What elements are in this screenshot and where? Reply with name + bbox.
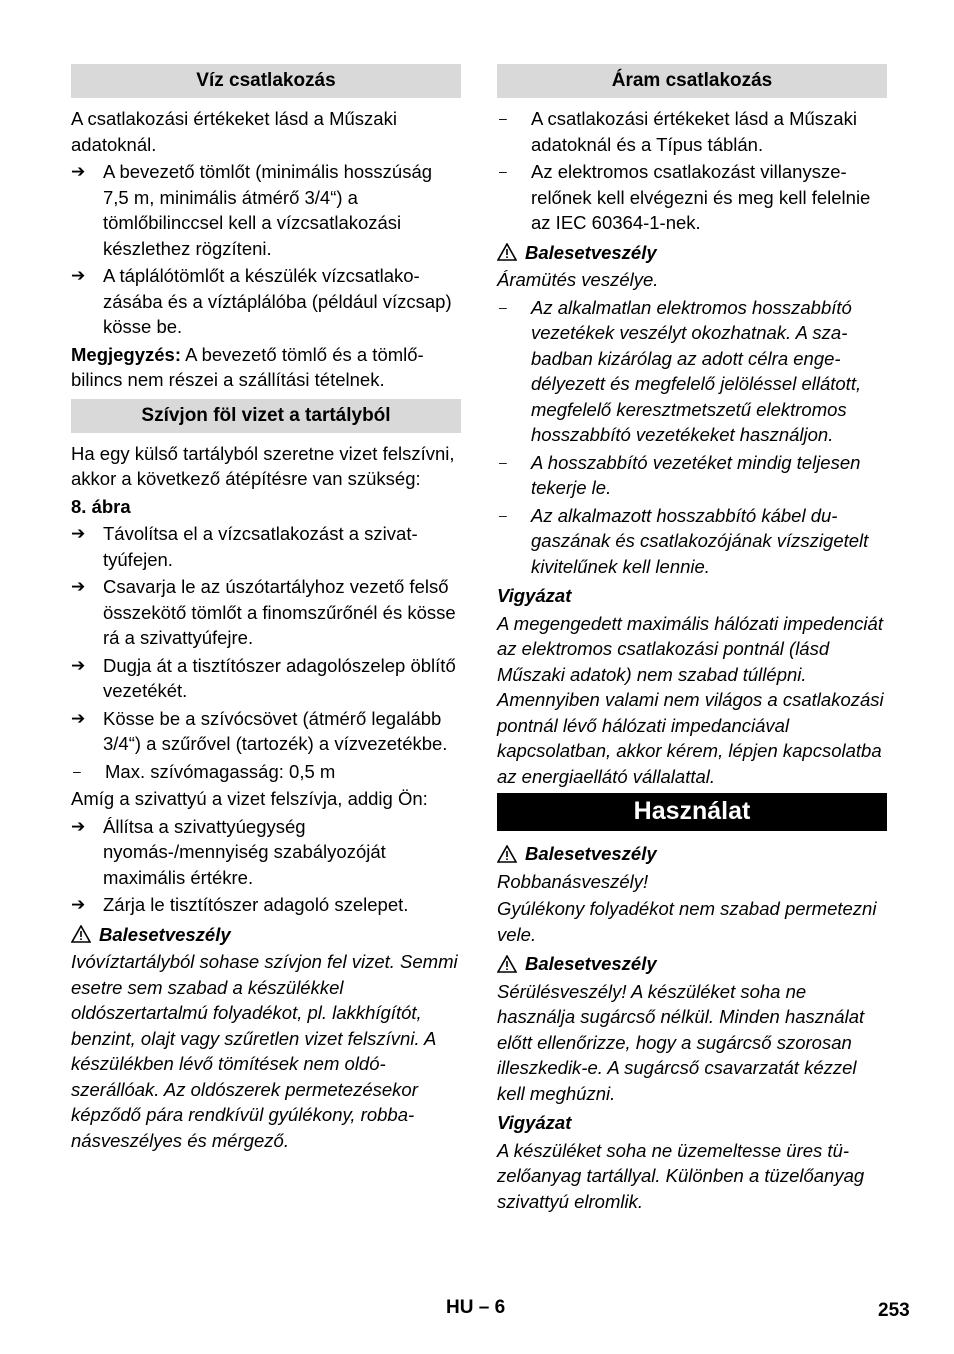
arrow-right-icon: ➔ [71, 816, 86, 836]
chapter-heading-usage: Használat [497, 793, 887, 831]
footer-language-page: HU – 6 [446, 1297, 506, 1318]
dash-text: Az alkalmazott hosszabbító kábel dugaszának és csatlakozójának vízszigetelt kivitelűnek kell lennie. [531, 504, 869, 577]
warning-triangle-icon [71, 925, 91, 943]
dash-marker: – [499, 110, 507, 126]
warning-heading [497, 841, 887, 867]
note [71, 342, 461, 393]
arrow-right-icon: ➔ [71, 577, 86, 596]
arrow-right-icon: ➔ [71, 708, 86, 728]
dash-text: Az alkalmatlan elektromos hosszabbító vezetékek veszélyt okozhatnak. A szabadban kizárólag az adott célra engedélyezett és megfelelő jelöléssel ellátott, megfelelő keresztmetszetű elektromos hosszabbító vezetékeket használjon. [531, 296, 862, 445]
warning-label: Balesetveszély [525, 843, 657, 864]
step-text: A táplálótömlőt a készülék vízcsatlakozásába és a víztáplálóba (például vízcsap) kösse be. [103, 265, 452, 337]
step-text: Zárja le tisztítószer adagoló szelepet. [103, 894, 409, 915]
figure-reference: 8. ábra [71, 495, 131, 517]
warning-text: Gyúlékony folyadékot nem szabad permetezni vele. [497, 898, 877, 945]
dash-text: Az elektromos csatlakozást villanyszerelőnek kell elvégezni és meg kell felelnie az IEC 60364-1-nek. [531, 161, 871, 233]
warning-label: Balesetveszély [99, 923, 231, 945]
warning-text: Sérülésveszély! A készüléket soha ne használja sugárcső nélkül. Minden használat előtt ellenőrizze, hogy a sugárcső szorosan illeszkedik-e. A sugárcső csavarzatát kézzel kell meghúzni. [497, 980, 865, 1104]
warning-heading [497, 951, 887, 977]
arrow-step [71, 159, 461, 261]
arrow-step [71, 814, 461, 891]
paragraph: Ha egy külső tartályból szeretne vizet felszívni, akkor a következő átépítésre van szükség: [71, 442, 455, 489]
dash-marker: – [73, 762, 81, 779]
arrow-right-icon: ➔ [71, 266, 86, 285]
left-column [71, 64, 461, 1155]
arrow-step [71, 263, 461, 340]
dash-marker: – [499, 298, 507, 315]
dash-text: A csatlakozási értékeket lásd a Műszaki adatoknál és a Típus táblán. [531, 108, 857, 155]
warning-triangle-icon [497, 243, 517, 261]
dash-item [497, 503, 887, 580]
note-label: Megjegyzés: [71, 343, 182, 365]
dash-text: A hosszabbító vezetéket mindig teljesen tekerje le. [531, 451, 861, 498]
warning-label: Balesetveszély [525, 241, 657, 263]
caution-text: A készüléket soha ne üzemeltesse üres tüzelőanyag tartállyal. Különben a tüzelőanyag szivattyú elromlik. [497, 1139, 865, 1212]
dash-item [71, 759, 461, 785]
step-text: A bevezető tömlőt (minimális hosszúság 7,5 m, minimális átmérő 3/4“) a tömlőbilinccsel kell a vízcsatlakozási készlethez rögzíteni. [103, 161, 433, 259]
arrow-right-icon: ➔ [71, 524, 86, 543]
arrow-step [71, 706, 461, 757]
caution-label: Vigyázat [497, 585, 572, 606]
dash-item [497, 295, 887, 448]
warning-heading [497, 240, 887, 266]
arrow-step [71, 653, 461, 704]
section-heading-water-connection: Víz csatlakozás [71, 64, 461, 98]
arrow-step [71, 574, 461, 651]
arrow-right-icon: ➔ [71, 655, 86, 675]
paragraph: A csatlakozási értékeket lásd a Műszaki adatoknál. [71, 108, 397, 155]
section-heading-suction: Szívjon föl vizet a tartályból [71, 399, 461, 433]
dash-text: Max. szívómagasság: 0,5 m [105, 760, 336, 782]
warning-label: Balesetveszély [525, 953, 657, 974]
arrow-step [71, 521, 461, 572]
warning-heading [71, 922, 461, 948]
step-text: Távolítsa el a vízcsatlakozást a szivattyúfejen. [103, 523, 418, 570]
dash-item [497, 106, 887, 157]
dash-item [497, 159, 887, 236]
arrow-right-icon: ➔ [71, 895, 86, 914]
paragraph: Amíg a szivattyú a vizet felszívja, addig Ön: [71, 788, 428, 809]
dash-marker: – [499, 163, 507, 179]
caution-label: Vigyázat [497, 1112, 572, 1133]
caution-text: A megengedett maximális hálózati impedenciát az elektromos csatlakozási pontnál (lásd Műszaki adatok) nem szabad túllépni. Amennyiben valami nem világos a csatlakozási pontnál lévő hálózati impedanciával kapcsolatban, akkor kérem, lépjen kapcsolatba az energiaellátó vállalattal. [497, 612, 884, 787]
step-text: Kösse be a szívócsövet (átmérő legalább 3/4“) a szűrővel (tartozék) a vízvezetékbe. [103, 707, 448, 754]
page-number: 253 [878, 1300, 910, 1321]
dash-item [497, 450, 887, 501]
right-column [497, 64, 887, 1216]
dash-marker: – [499, 506, 507, 523]
note-text: A bevezető tömlő és a tömlőbilincs nem részei a szállítási tételnek. [71, 343, 424, 390]
section-heading-power-connection: Áram csatlakozás [497, 64, 887, 98]
dash-marker: – [499, 453, 507, 470]
step-text: Dugja át a tisztítószer adagolószelep öblítő vezetékét. [103, 654, 456, 701]
arrow-step [71, 892, 461, 918]
warning-text: Robbanásveszély! [497, 870, 649, 892]
warning-subtitle: Áramütés veszélye. [497, 269, 659, 290]
warning-triangle-icon [497, 845, 517, 863]
step-text: Állítsa a szivattyúegység nyomás-/mennyiség szabályozóját maximális értékre. [103, 815, 386, 888]
step-text: Csavarja le az úszótartályhoz vezető felső összekötő tömlőt a finomszűrőnél és kösse rá a szivattyúfejre. [103, 576, 456, 648]
arrow-right-icon: ➔ [71, 162, 86, 181]
warning-text: Ivóvíztartályból sohase szívjon fel vizet. Semmi esetre sem szabad a készülékkel oldószertartalmú folyadékot, pl. lakkhígítót, benzint, olajt vagy szűretlen vizet felszívni. A készülékben lévő tömítések nem oldószerállóak. Az oldószerek permetezésekor képződő pára rendkívül gyúlékony, robbanásveszélyes és mérgező. [71, 951, 458, 1151]
warning-triangle-icon [497, 955, 517, 973]
